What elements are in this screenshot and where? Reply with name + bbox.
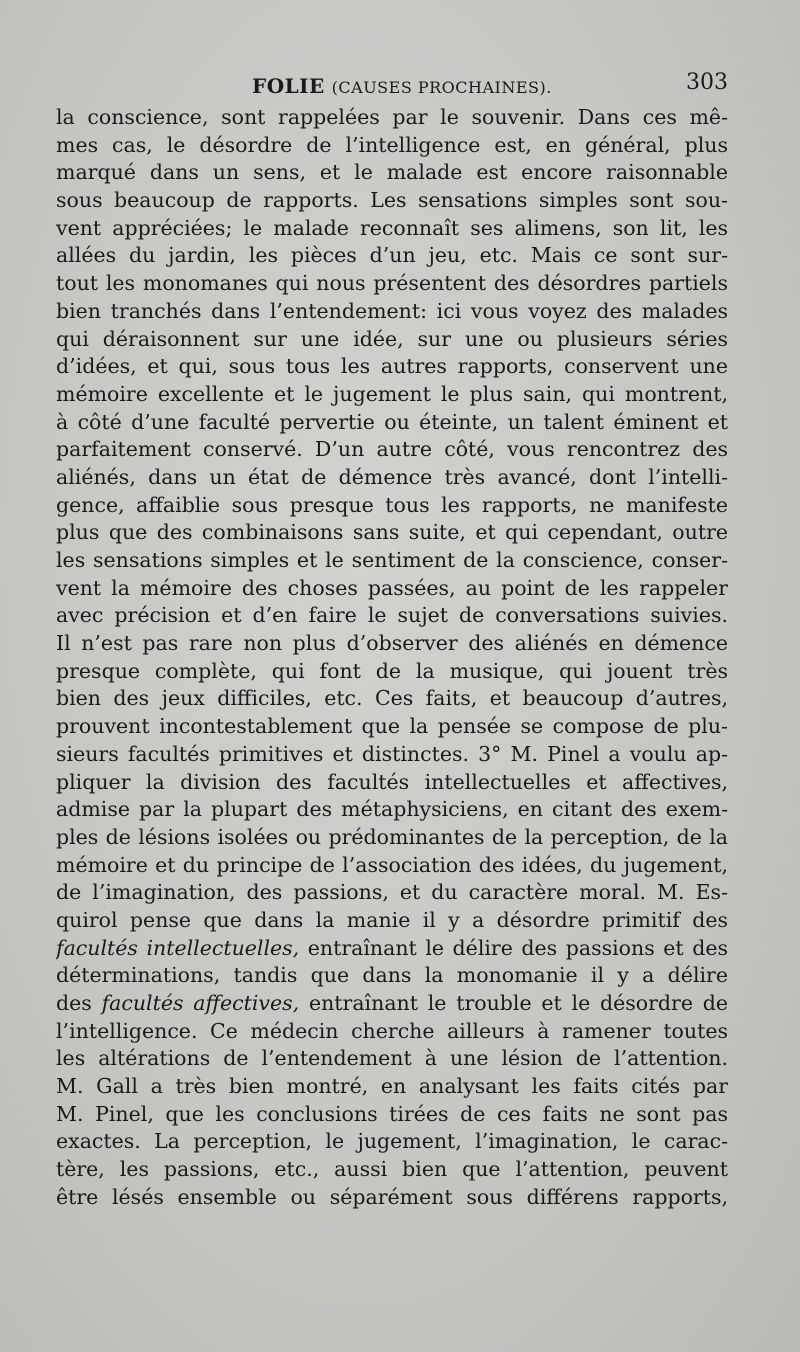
text-line-8: bien tranchés dans l’entendement: ici vous voyez des malades	[56, 298, 728, 323]
text-line-24: sieurs facultés primitives et distinctes. 3° M. Pinel a voulu ap-	[56, 741, 728, 766]
text-line-38: exactes. La perception, le jugement, l’imagination, le carac-	[56, 1129, 728, 1154]
text-line-6: allées du jardin, les pièces d’un jeu, etc. Mais ce sont sur-	[56, 243, 728, 268]
text-line-23: prouvent incontestablement que la pensée se compose de plu-	[56, 714, 728, 739]
text-line-18: vent la mémoire des choses passées, au point de les rappeler	[56, 575, 728, 600]
italic-phrase: facultés affectives,	[101, 991, 300, 1015]
text-line-2: mes cas, le désordre de l’intelligence est, en général, plus	[56, 132, 728, 157]
text-line-25: pliquer la division des facultés intellectuelles et affectives,	[56, 769, 728, 794]
text-line-22: bien des jeux difficiles, etc. Ces faits, et beaucoup d’autres,	[56, 686, 728, 711]
running-title-subtitle: (CAUSES PROCHAINES).	[331, 78, 552, 97]
text-line-36: M. Gall a très bien montré, en analysant les faits cités par	[56, 1074, 728, 1099]
text-line-11: mémoire excellente et le jugement le plus sain, qui montrent,	[56, 381, 728, 406]
text-line-39: tère, les passions, etc., aussi bien que l’attention, peuvent	[56, 1157, 728, 1182]
italic-phrase: facultés intellectuelles,	[56, 935, 300, 960]
text-line-7: tout les monomanes qui nous présentent des désordres partiels	[56, 271, 728, 296]
text-line-5: vent appréciées; le malade reconnaît ses alimens, son lit, les	[56, 215, 728, 240]
text-line-16: plus que des combinaisons sans suite, et qui cependant, outre	[56, 520, 728, 545]
text-line-13: parfaitement conservé. D’un autre côté, vous rencontrez des	[56, 437, 728, 462]
body-text	[56, 104, 728, 1244]
running-title-word: FOLIE	[252, 74, 325, 98]
text-line-37: M. Pinel, que les conclusions tirées de ces faits ne sont pas	[56, 1101, 728, 1126]
running-title	[252, 74, 552, 98]
text-line-33-rest: entraînant le trouble et le désordre de	[299, 991, 728, 1015]
text-line-29: de l’imagination, des passions, et du caractère moral. M. Es-	[56, 880, 728, 905]
text-line-28: mémoire et du principe de l’association des idées, du jugement,	[56, 852, 728, 877]
text-line-40: être lésés ensemble ou séparément sous différens rapports,	[56, 1184, 728, 1209]
text-line-34: l’intelligence. Ce médecin cherche ailleurs à ramener toutes	[56, 1018, 728, 1043]
text-line-9: qui déraisonnent sur une idée, sur une ou plusieurs séries	[56, 326, 728, 351]
text-line-27: ples de lésions isolées ou prédominantes de la perception, de la	[56, 824, 728, 849]
text-line-10: d’idées, et qui, sous tous les autres rapports, conservent une	[56, 354, 728, 379]
text-line-35: les altérations de l’entendement à une lésion de l’attention.	[56, 1046, 728, 1071]
text-line-4: sous beaucoup de rapports. Les sensations simples sont sou-	[56, 188, 728, 213]
text-line-1: la conscience, sont rappelées par le souvenir. Dans ces mê-	[56, 105, 728, 129]
text-line-12: à côté d’une faculté pervertie ou éteinte, un talent éminent et	[56, 409, 728, 434]
text-line-26: admise par la plupart des métaphysiciens, en citant des exem-	[56, 797, 728, 822]
page-number: 303	[686, 70, 728, 95]
text-line-32: déterminations, tandis que dans la monomanie il y a délire	[56, 963, 728, 988]
text-line-15: gence, affaiblie sous presque tous les rapports, ne manifeste	[56, 492, 728, 517]
text-line-17: les sensations simples et le sentiment de la conscience, conser-	[56, 548, 728, 572]
text-line-19: avec précision et d’en faire le sujet de conversations suivies.	[56, 603, 728, 628]
text-line-21: presque complète, qui font de la musique, qui jouent très	[56, 658, 728, 683]
text-line-33-start: des	[56, 991, 102, 1015]
text-line-14: aliénés, dans un état de démence très avancé, dont l’intelli-	[56, 464, 728, 489]
text-line-33	[56, 990, 728, 1018]
text-line-3: marqué dans un sens, et le malade est encore raisonnable	[56, 160, 728, 185]
running-head	[56, 70, 728, 104]
text-line-31	[56, 935, 728, 963]
text-line-30: quirol pense que dans la manie il y a désordre primitif des	[56, 907, 728, 932]
text-line-20: Il n’est pas rare non plus d’observer des aliénés en démence	[56, 631, 728, 656]
text-line-31-rest: entraînant le délire des passions et des	[299, 935, 728, 960]
